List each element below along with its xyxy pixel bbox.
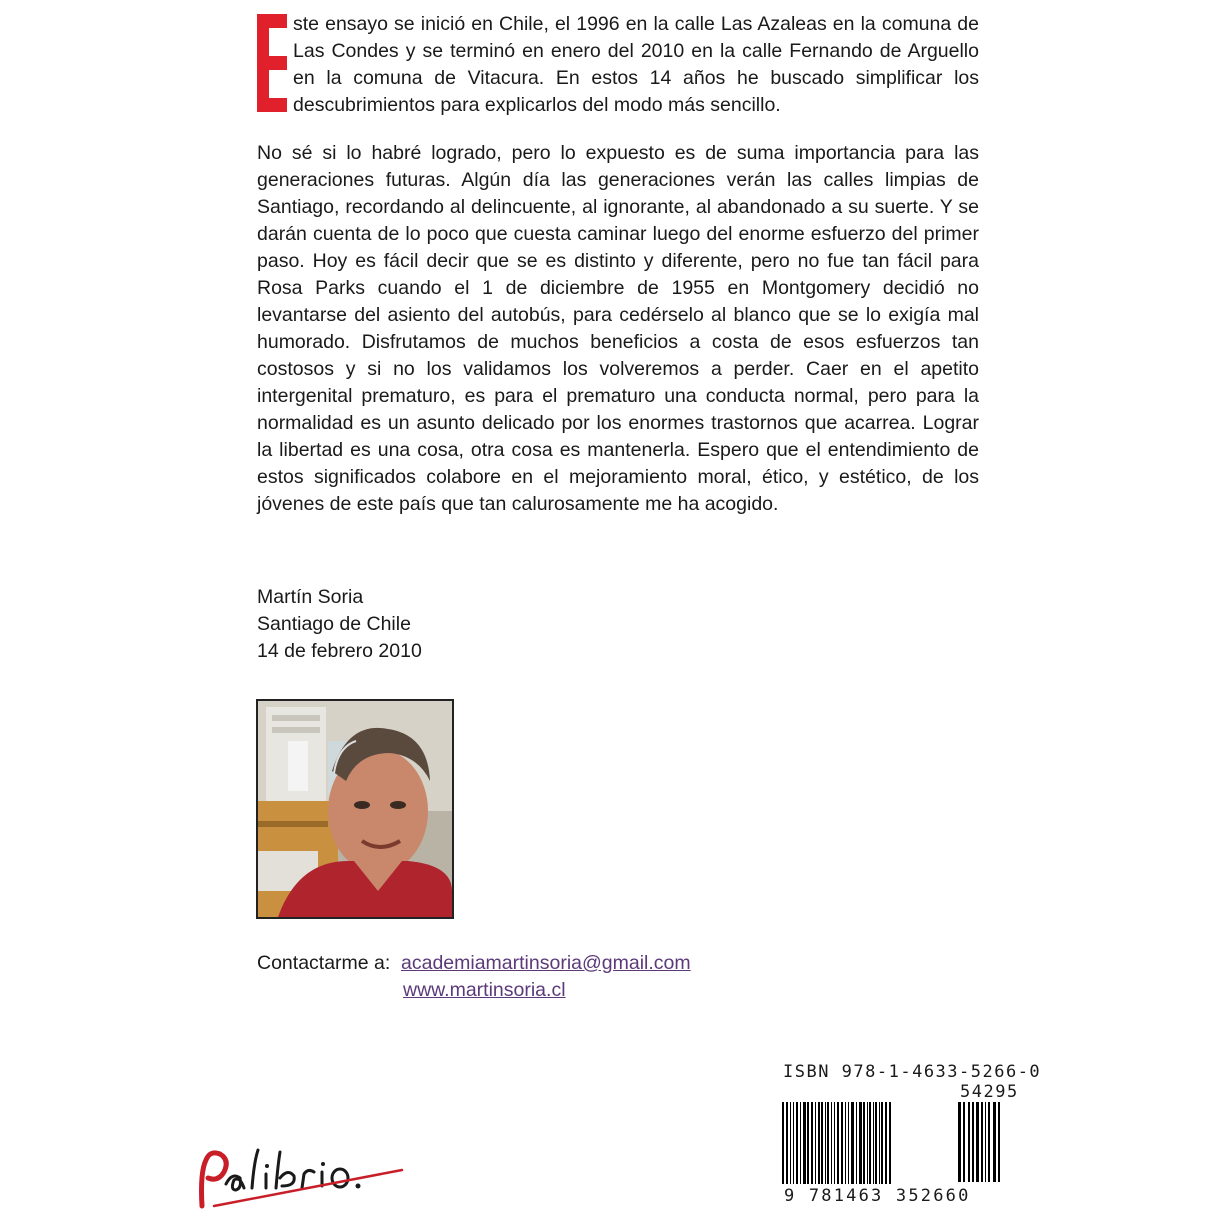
email-link[interactable]: academiamartinsoria@gmail.com [401, 952, 691, 974]
author-place: Santiago de Chile [257, 613, 411, 635]
palibrio-logo [196, 1132, 410, 1212]
isbn-barcode [778, 1080, 1030, 1184]
contact-label: Contactarme a: [257, 952, 391, 974]
barcode-digits: 9 781463 352660 [784, 1186, 971, 1206]
contact-row-website [257, 977, 691, 1004]
contact-row-email [257, 950, 691, 977]
main-paragraph: No sé si lo habré logrado, pero lo expuesto es de suma importancia para las generaciones futuras. Algún día las generaciones verán las calles limpias de Santiago, recordando al delincuente, al ignorante, al abandonado a su suerte. Y se darán cuenta de lo poco que cuesta caminar luego del enorme esfuerzo del primer paso. Hoy es fácil decir que se es distinto y diferente, pero no fue tan fácil para Rosa Parks cuando el 1 de diciembre de 1955 en Montgomery decidió no levantarse del asiento del autobús, para cedérselo al blanco que se lo exigía mal humorado. Disfrutamos de muchos beneficios a costa de esos esfuerzos tan costosos y si no los validamos los volveremos a perder. Caer en el apetito intergenital prematuro, es para el prematuro una conducta normal, pero para la normalidad es un asunto delicado por los enormes trastornos que acarrea. Lograr la libertad es una cosa, otra cosa es mantenerla. Espero que el entendimiento de estos significados colabore en el mejoramiento moral, ético, y estético, de los jóvenes de este país que tan calurosamente me ha acogido. [257, 142, 979, 515]
author-photo [256, 699, 454, 919]
contact-block [257, 950, 691, 1004]
price-code: 54295 [960, 1082, 1019, 1102]
drop-cap-e [257, 14, 287, 112]
author-name: Martín Soria [257, 586, 364, 608]
intro-paragraph: ste ensayo se inició en Chile, el 1996 en la calle Las Azaleas en la comuna de Las Condes y se terminó en enero del 2010 en la calle Fernando de Arguello en la comuna de Vitacura. En estos 14 años he buscado simplificar los descubrimientos para explicarlos del modo más sencillo. [293, 13, 979, 116]
isbn-text: ISBN 978-1-4633-5266-0 [783, 1062, 1042, 1082]
logo-wordmark: palibrio. [196, 1132, 200, 1133]
website-link[interactable]: www.martinsoria.cl [403, 979, 566, 1001]
signature-block [257, 584, 422, 665]
signature-date: 14 de febrero 2010 [257, 640, 422, 662]
